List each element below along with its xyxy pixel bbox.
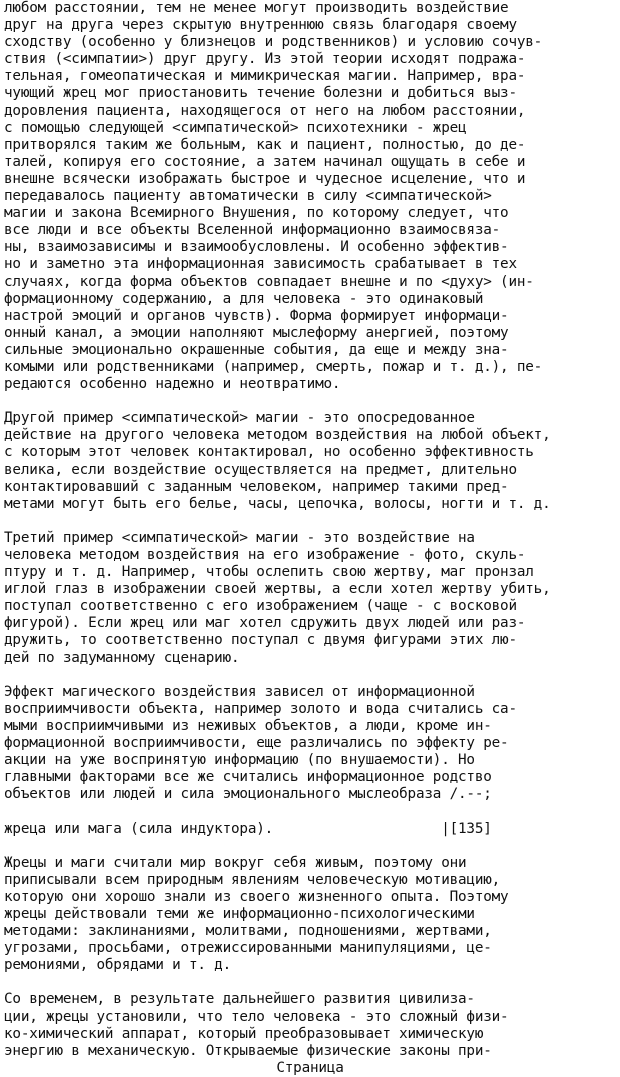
text-line: любом расстоянии, тем не менее могут производить воздействие — [4, 0, 509, 16]
paragraph-magic-effect — [4, 684, 616, 804]
text-line: мыми восприимчивыми из неживых объектов, а люди, кроме ин- — [4, 717, 492, 734]
text-line: акции на уже воспринятую информацию (по внушаемости). Но — [4, 752, 475, 769]
paragraph-gap — [4, 803, 616, 820]
text-line: талей, копируя его состояние, а затем начинал ощущать в себе и — [4, 153, 526, 170]
text-line: главными факторами все же считались информационное родство — [4, 769, 492, 786]
text-line: иглой глаз в изображении своей жертвы, а если хотел жертву убить, — [4, 581, 551, 598]
text-line: формационному содержанию, а для человека - это одинаковый — [4, 290, 484, 307]
text-line: восприимчивости объекта, например золото и вода считались са- — [4, 700, 517, 717]
text-line: случаях, когда форма объектов совпадает внешне и по <духу> (ин- — [4, 273, 534, 290]
text-line: птуру и т. д. Например, чтобы ослепить свою жертву, маг пронзал — [4, 564, 534, 581]
text-line: угрозами, просьбами, отрежиссированными манипуляциями, це- — [4, 940, 492, 957]
text-line: дружить, то соответственно поступал с двумя фигурами этих лю- — [4, 632, 517, 649]
text-line: тельная, гомеопатическая и мимикрическая магии. Например, вра- — [4, 68, 526, 85]
text-line: методами: заклинаниями, молитвами, подношениями, жертвами, — [4, 923, 492, 940]
text-line: поступал соответственно с его изображением (чаще - с восковой — [4, 598, 517, 615]
text-line: дей по задуманному сценарию. — [4, 649, 240, 666]
text-line: Третий пример <симпатической> магии - это воздействие на — [4, 529, 475, 546]
text-line: жреца или мага (сила индуктора). |[135] — [4, 820, 492, 837]
text-line: онный канал, а эмоции наполняют мыслеформу анергией, поэтому — [4, 324, 509, 341]
text-line: Эффект магического воздействия зависел от информационной — [4, 683, 475, 700]
text-line: доровления пациента, находящегося от него на любом расстоянии, — [4, 102, 526, 119]
text-line: контактировавший с заданным человеком, например такими пред- — [4, 478, 509, 495]
text-line: ны, взаимозависимы и взаимообусловлены. И особенно эффектив- — [4, 239, 509, 256]
text-line: но и заметно эта информационная зависимость срабатывает в тех — [4, 256, 517, 273]
text-line: ствия (<симпатии>) друг другу. Из этой теории исходят подража- — [4, 51, 526, 68]
text-line: с помощью следующей <симпатической> психотехники - жрец — [4, 119, 467, 136]
text-line: фигурой). Если жрец или маг хотел сдружить двух людей или раз- — [4, 615, 526, 632]
paragraph-gap — [4, 667, 616, 684]
text-line: Со временем, в результате дальнейшего развития цивилиза- — [4, 991, 475, 1008]
text-line: магии и закона Всемирного Внушения, по которому следует, что — [4, 205, 509, 222]
text-line: действие на другого человека методом воздействия на любой объект, — [4, 427, 551, 444]
text-line: передавалось пациенту автоматически в силу <симпатической> — [4, 188, 492, 205]
text-line: ремониями, обрядами и т. д. — [4, 957, 232, 974]
paragraph-sympathetic-magic-intro — [4, 0, 616, 393]
text-line: велика, если воздействие осуществляется на предмет, длительно — [4, 461, 517, 478]
text-line: Другой пример <симпатической> магии - это опосредованное — [4, 410, 475, 427]
paragraph-over-time — [4, 991, 616, 1059]
paragraph-third-example — [4, 530, 616, 667]
text-line: ко-химический аппарат, который преобразовывает химическую — [4, 1025, 484, 1042]
text-line: настрой эмоций и органов чувств). Форма формирует информаци- — [4, 307, 509, 324]
text-line: энергию в механическую. Открываемые физические законы при- — [4, 1042, 492, 1059]
paragraph-priests-and-mages — [4, 855, 616, 975]
paragraph-gap — [4, 513, 616, 530]
text-line: жрецы действовали теми же информационно-психологическими — [4, 905, 475, 922]
text-line: сильные эмоционально окрашенные события, да еще и между зна- — [4, 341, 509, 358]
text-line: метами могут быть его белье, часы, цепочка, волосы, ногти и т. д. — [4, 495, 551, 512]
text-line: все люди и все объекты Вселенной информационно взаимосвязa- — [4, 222, 501, 239]
text-line: приписывали всем природным явлениям человеческую мотивацию, — [4, 871, 501, 888]
text-line: которую они хорошо знали из своего жизненного опыта. Поэтому — [4, 888, 509, 905]
text-line: Жрецы и маги считали мир вокруг себя живым, поэтому они — [4, 854, 467, 871]
text-line: комыми или родственниками (например, смерть, пожар и т. д.), пе- — [4, 358, 543, 375]
text-line: объектов или людей и сила эмоционального мыслеобраза /.--; — [4, 786, 492, 803]
text-line: человека методом воздействия на его изображение - фото, скуль- — [4, 547, 526, 563]
text-line: редаются особенно надежно и неотвратимо. — [4, 376, 341, 393]
paragraph-second-example — [4, 410, 616, 513]
text-line: чующий жрец мог приостановить течение болезни и добиться выз- — [4, 85, 517, 102]
paragraph-gap — [4, 393, 616, 410]
paragraph-gap — [4, 974, 616, 991]
paragraph-gap — [4, 838, 616, 855]
text-line: притворялся таким же больным, как и пациент, полностью, до де- — [4, 136, 526, 153]
paragraph-page-break-line — [4, 821, 616, 838]
text-line: внешне всячески изображать быстрое и чудесное исцеление, что и — [4, 170, 526, 187]
text-line: друг на друга через скрытую внутреннюю связь благодаря своему — [4, 17, 517, 34]
text-line: ции, жрецы установили, что тело человека - это сложный физи- — [4, 1008, 509, 1025]
text-line: формационной восприимчивости, еще различались по эффекту ре- — [4, 735, 509, 752]
page-footer-label: Страница — [276, 1059, 344, 1076]
text-line: с которым этот человек контактировал, но особенно эффективность — [4, 444, 534, 461]
text-line: сходству (особенно у близнецов и родственников) и условию сочув- — [4, 34, 543, 51]
